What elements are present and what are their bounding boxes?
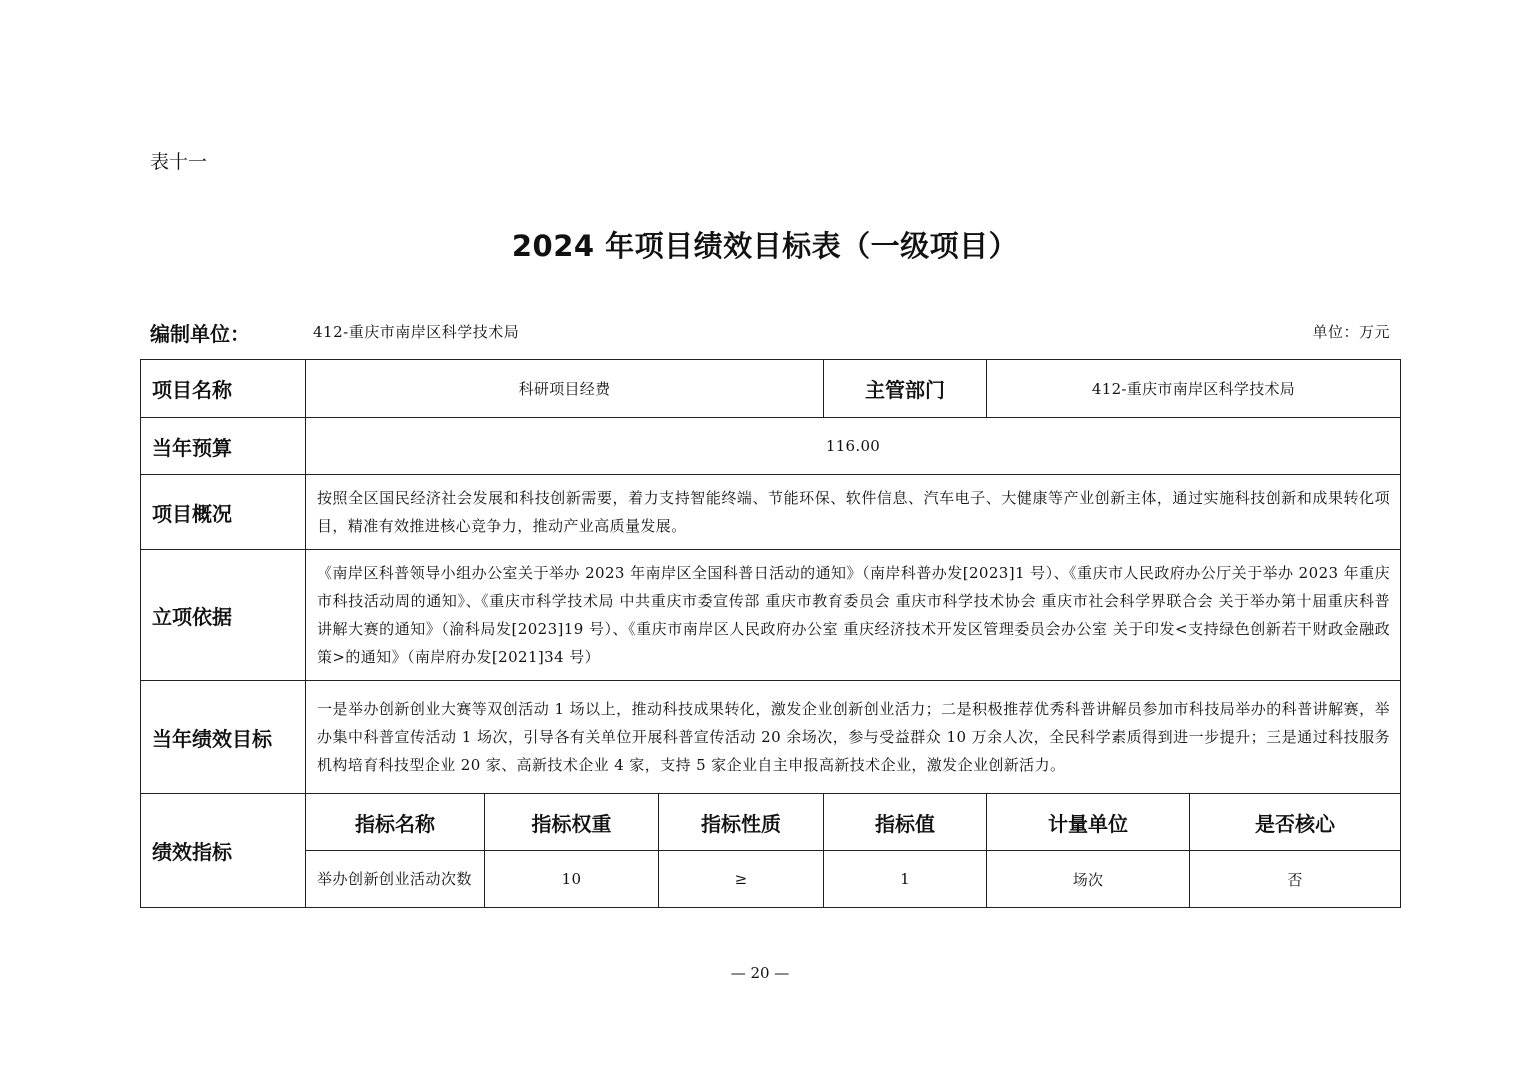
row-overview [141,475,1401,550]
money-unit: 单位：万元 [1312,323,1390,341]
indicator-weight: 10 [485,851,659,908]
overview-text: 按照全区国民经济社会发展和科技创新需要，着力支持智能终端、节能环保、软件信息、汽车电子、大健康等产业创新主体，通过实施科技创新和成果转化项目，精准有效推进核心竞争力，推动产业高质量发展。 [306,475,1401,550]
indicator-header-core: 是否核心 [1190,794,1401,851]
dept-value: 412-重庆市南岸区科学技术局 [987,360,1401,418]
table-number: 表十一 [150,151,208,173]
page-title: 2024 年项目绩效目标表（一级项目） [511,229,1019,263]
budget-label: 当年预算 [141,418,306,475]
indicator-header-name: 指标名称 [306,794,485,851]
org-label: 编制单位： [150,322,250,346]
performance-table [140,359,1401,908]
basis-text: 《南岸区科普领导小组办公室关于举办 2023 年南岸区全国科普日活动的通知》（南岸科普办发[2023]1 号）、《重庆市人民政府办公厅关于举办 2023 年重庆市科技活动周的通知》、《重庆市科学技术局 中共重庆市委宣传部 重庆市教育委员会 重庆市科学技术协会 重庆市社会科学界联合会 关于举办第十届重庆科普讲解大赛的通知》（渝科局发[2023]19 号）、《重庆市南岸区人民政府办公室 重庆经济技术开发区管理委员会办公室 关于印发<支持绿色创新若干财政金融政策>的通知》（南岸府办发[2021]34 号） [306,550,1401,681]
project-name-label: 项目名称 [141,360,306,418]
row-goal [141,681,1401,794]
budget-value: 116.00 [306,418,1401,475]
dept-label: 主管部门 [824,360,987,418]
org-row [150,318,1390,344]
indicator-label: 绩效指标 [141,794,306,908]
basis-label: 立项依据 [141,550,306,681]
indicator-header-unit: 计量单位 [987,794,1190,851]
row-basis [141,550,1401,681]
indicator-nature: ≥ [659,851,824,908]
indicator-header-nature: 指标性质 [659,794,824,851]
overview-label: 项目概况 [141,475,306,550]
indicator-name: 举办创新创业活动次数 [306,851,485,908]
indicator-core: 否 [1190,851,1401,908]
row-budget [141,418,1401,475]
org-value: 412-重庆市南岸区科学技术局 [313,323,520,341]
indicator-value: 1 [824,851,987,908]
indicator-header-value: 指标值 [824,794,987,851]
indicator-row [141,851,1401,908]
indicator-unit: 场次 [987,851,1190,908]
project-name-value: 科研项目经费 [306,360,824,418]
page-number: — 20 — [730,964,790,982]
indicator-header-row [141,794,1401,851]
goal-label: 当年绩效目标 [141,681,306,794]
row-project-name [141,360,1401,418]
indicator-header-weight: 指标权重 [485,794,659,851]
goal-text: 一是举办创新创业大赛等双创活动 1 场以上，推动科技成果转化，激发企业创新创业活力；二是积极推荐优秀科普讲解员参加市科技局举办的科普讲解赛，举办集中科普宣传活动 1 场次，引导各有关单位开展科普宣传活动 20 余场次，参与受益群众 10 万余人次，全民科学素质得到进一步提升；三是通过科技服务机构培育科技型企业 20 家、高新技术企业 4 家，支持 5 家企业自主申报高新技术企业，激发企业创新活力。 [306,681,1401,794]
